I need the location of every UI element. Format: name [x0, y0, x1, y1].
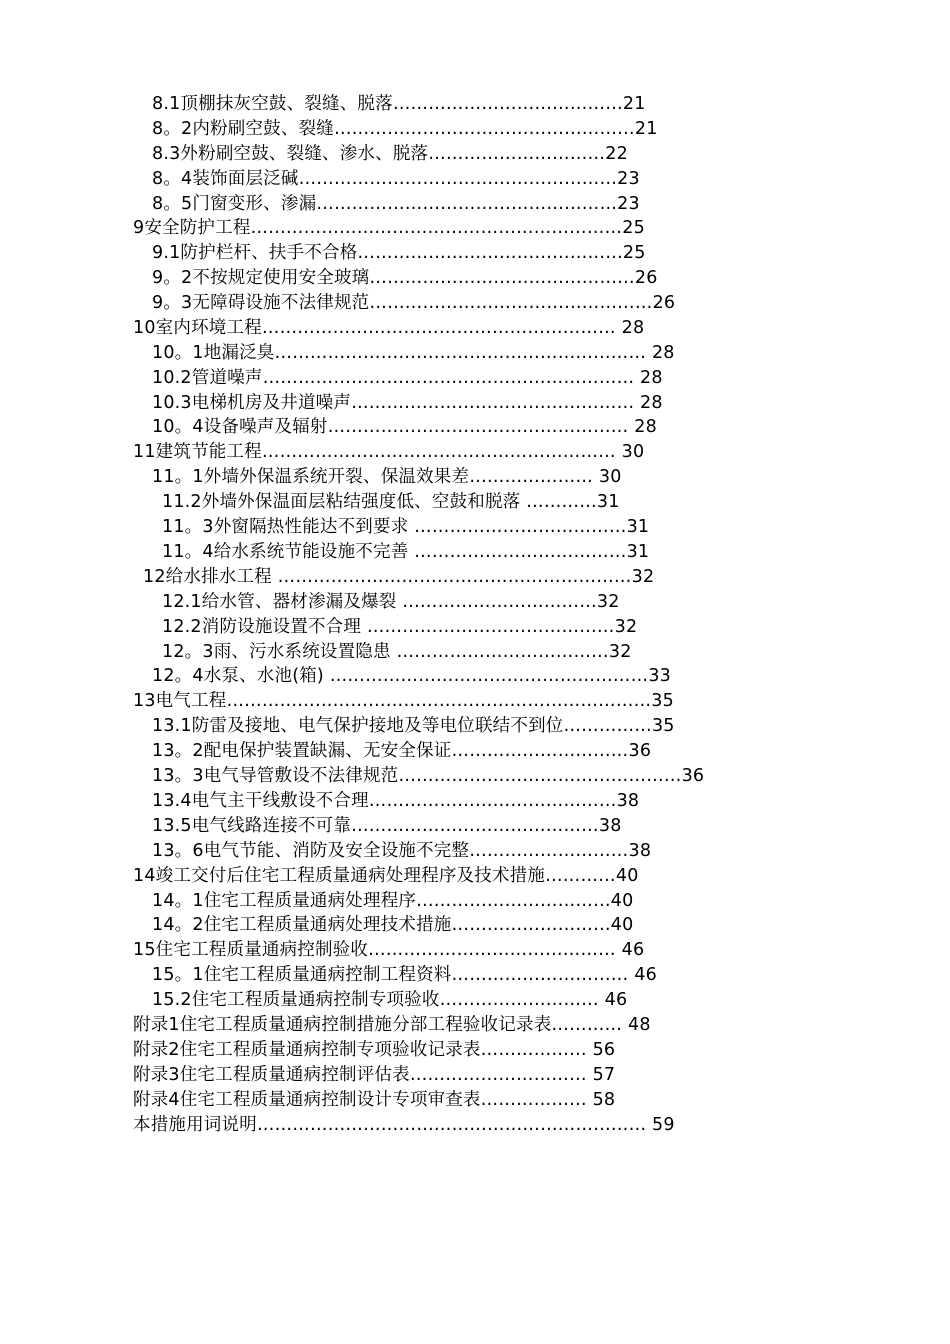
toc-entry-15: 15住宅工程质量通病控制验收…………………………………… 46	[133, 940, 645, 960]
toc-entry-terms: 本措施用词说明………………………………………………………… 59	[133, 1115, 675, 1135]
toc-entry-10: 10室内环境工程…………………………………………………… 28	[133, 318, 645, 338]
toc-entry-appendix-3: 附录3住宅工程质量通病控制评估表………………………… 57	[133, 1065, 616, 1085]
toc-entry-11-3: 11。3外窗隔热性能达不到要求 ………………………………31	[162, 517, 650, 537]
toc-entry-11-4: 11。4给水系统节能设施不完善 ………………………………31	[162, 542, 650, 562]
toc-entry-13-1: 13.1防雷及接地、电气保护接地及等电位联结不到位……………35	[152, 716, 675, 736]
toc-entry-9-3: 9。3无障碍设施不法律规范…………………………………………26	[152, 293, 676, 313]
toc-entry-11: 11建筑节能工程…………………………………………………… 30	[133, 442, 645, 462]
toc-entry-13-5: 13.5电气线路连接不可靠……………………………………38	[152, 816, 622, 836]
toc-entry-13-4: 13.4电气主干线敷设不合理……………………………………38	[152, 791, 640, 811]
toc-entry-8-4: 8。4装饰面层泛碱………………………………………………23	[152, 169, 640, 189]
toc-entry-10-3: 10.3电梯机房及井道噪声………………………………………… 28	[152, 393, 663, 413]
toc-entry-8-3: 8.3外粉刷空鼓、裂缝、渗水、脱落…………………………22	[152, 144, 628, 164]
toc-entry-appendix-2: 附录2住宅工程质量通病控制专项验收记录表……………… 56	[133, 1040, 616, 1060]
toc-entry-13-6: 13。6电气节能、消防及安全设施不完整………………………38	[152, 841, 652, 861]
toc-entry-9-1: 9.1防护栏杆、扶手不合格………………………………………25	[152, 243, 646, 263]
toc-entry-10-1: 10。1地漏泛臭……………………………………………………… 28	[152, 343, 675, 363]
toc-entry-13-3: 13。3电气导管敷设不法律规范…………………………………………36	[152, 766, 705, 786]
toc-entry-11-1: 11。1外墙外保温系统开裂、保温效果差………………… 30	[152, 467, 622, 487]
toc-entry-13-2: 13。2配电保护装置缺漏、无安全保证…………………………36	[152, 741, 652, 761]
toc-entry-12-1: 12.1给水管、器材渗漏及爆裂 ……………………………32	[162, 592, 620, 612]
toc-entry-12: 12给水排水工程 ……………………………………………………32	[143, 567, 655, 587]
toc-entry-appendix-4: 附录4住宅工程质量通病控制设计专项审查表……………… 58	[133, 1090, 616, 1110]
toc-entry-9-2: 9。2不按规定使用安全玻璃………………………………………26	[152, 268, 658, 288]
toc-entry-12-4: 12。4水泵、水池(箱) ………………………………………………33	[152, 666, 671, 686]
toc-entry-12-3: 12。3雨、污水系统设置隐患 ………………………………32	[162, 642, 632, 662]
toc-entry-14: 14竣工交付后住宅工程质量通病处理程序及技术措施…………40	[133, 866, 639, 886]
toc-entry-14-2: 14。2住宅工程质量通病处理技术措施………………………40	[152, 915, 634, 935]
toc-entry-13: 13电气工程………………………………………………………………35	[133, 691, 674, 711]
toc-entry-12-2: 12.2消防设施设置不合理 ……………………………………32	[162, 617, 638, 637]
toc-entry-15-2: 15.2住宅工程质量通病控制专项验收……………………… 46	[152, 990, 628, 1010]
toc-entry-11-2: 11.2外墙外保温面层粘结强度低、空鼓和脱落 …………31	[162, 492, 620, 512]
toc-entry-8-5: 8。5门窗变形、渗漏……………………………………………23	[152, 194, 640, 214]
toc-entry-9: 9安全防护工程………………………………………………………25	[133, 218, 645, 238]
toc-entry-15-1: 15。1住宅工程质量通病控制工程资料………………………… 46	[152, 965, 657, 985]
toc-entry-appendix-1: 附录1住宅工程质量通病控制措施分部工程验收记录表………… 48	[133, 1015, 651, 1035]
toc-entry-10-4: 10。4设备噪声及辐射…………………………………………… 28	[152, 417, 657, 437]
toc-entry-8-1: 8.1顶棚抹灰空鼓、裂缝、脱落…………………………………21	[152, 94, 646, 114]
toc-entry-10-2: 10.2管道噪声……………………………………………………… 28	[152, 368, 663, 388]
toc-entry-14-1: 14。1住宅工程质量通病处理程序……………………………40	[152, 891, 634, 911]
toc-entry-8-2: 8。2内粉刷空鼓、裂缝……………………………………………21	[152, 119, 658, 139]
